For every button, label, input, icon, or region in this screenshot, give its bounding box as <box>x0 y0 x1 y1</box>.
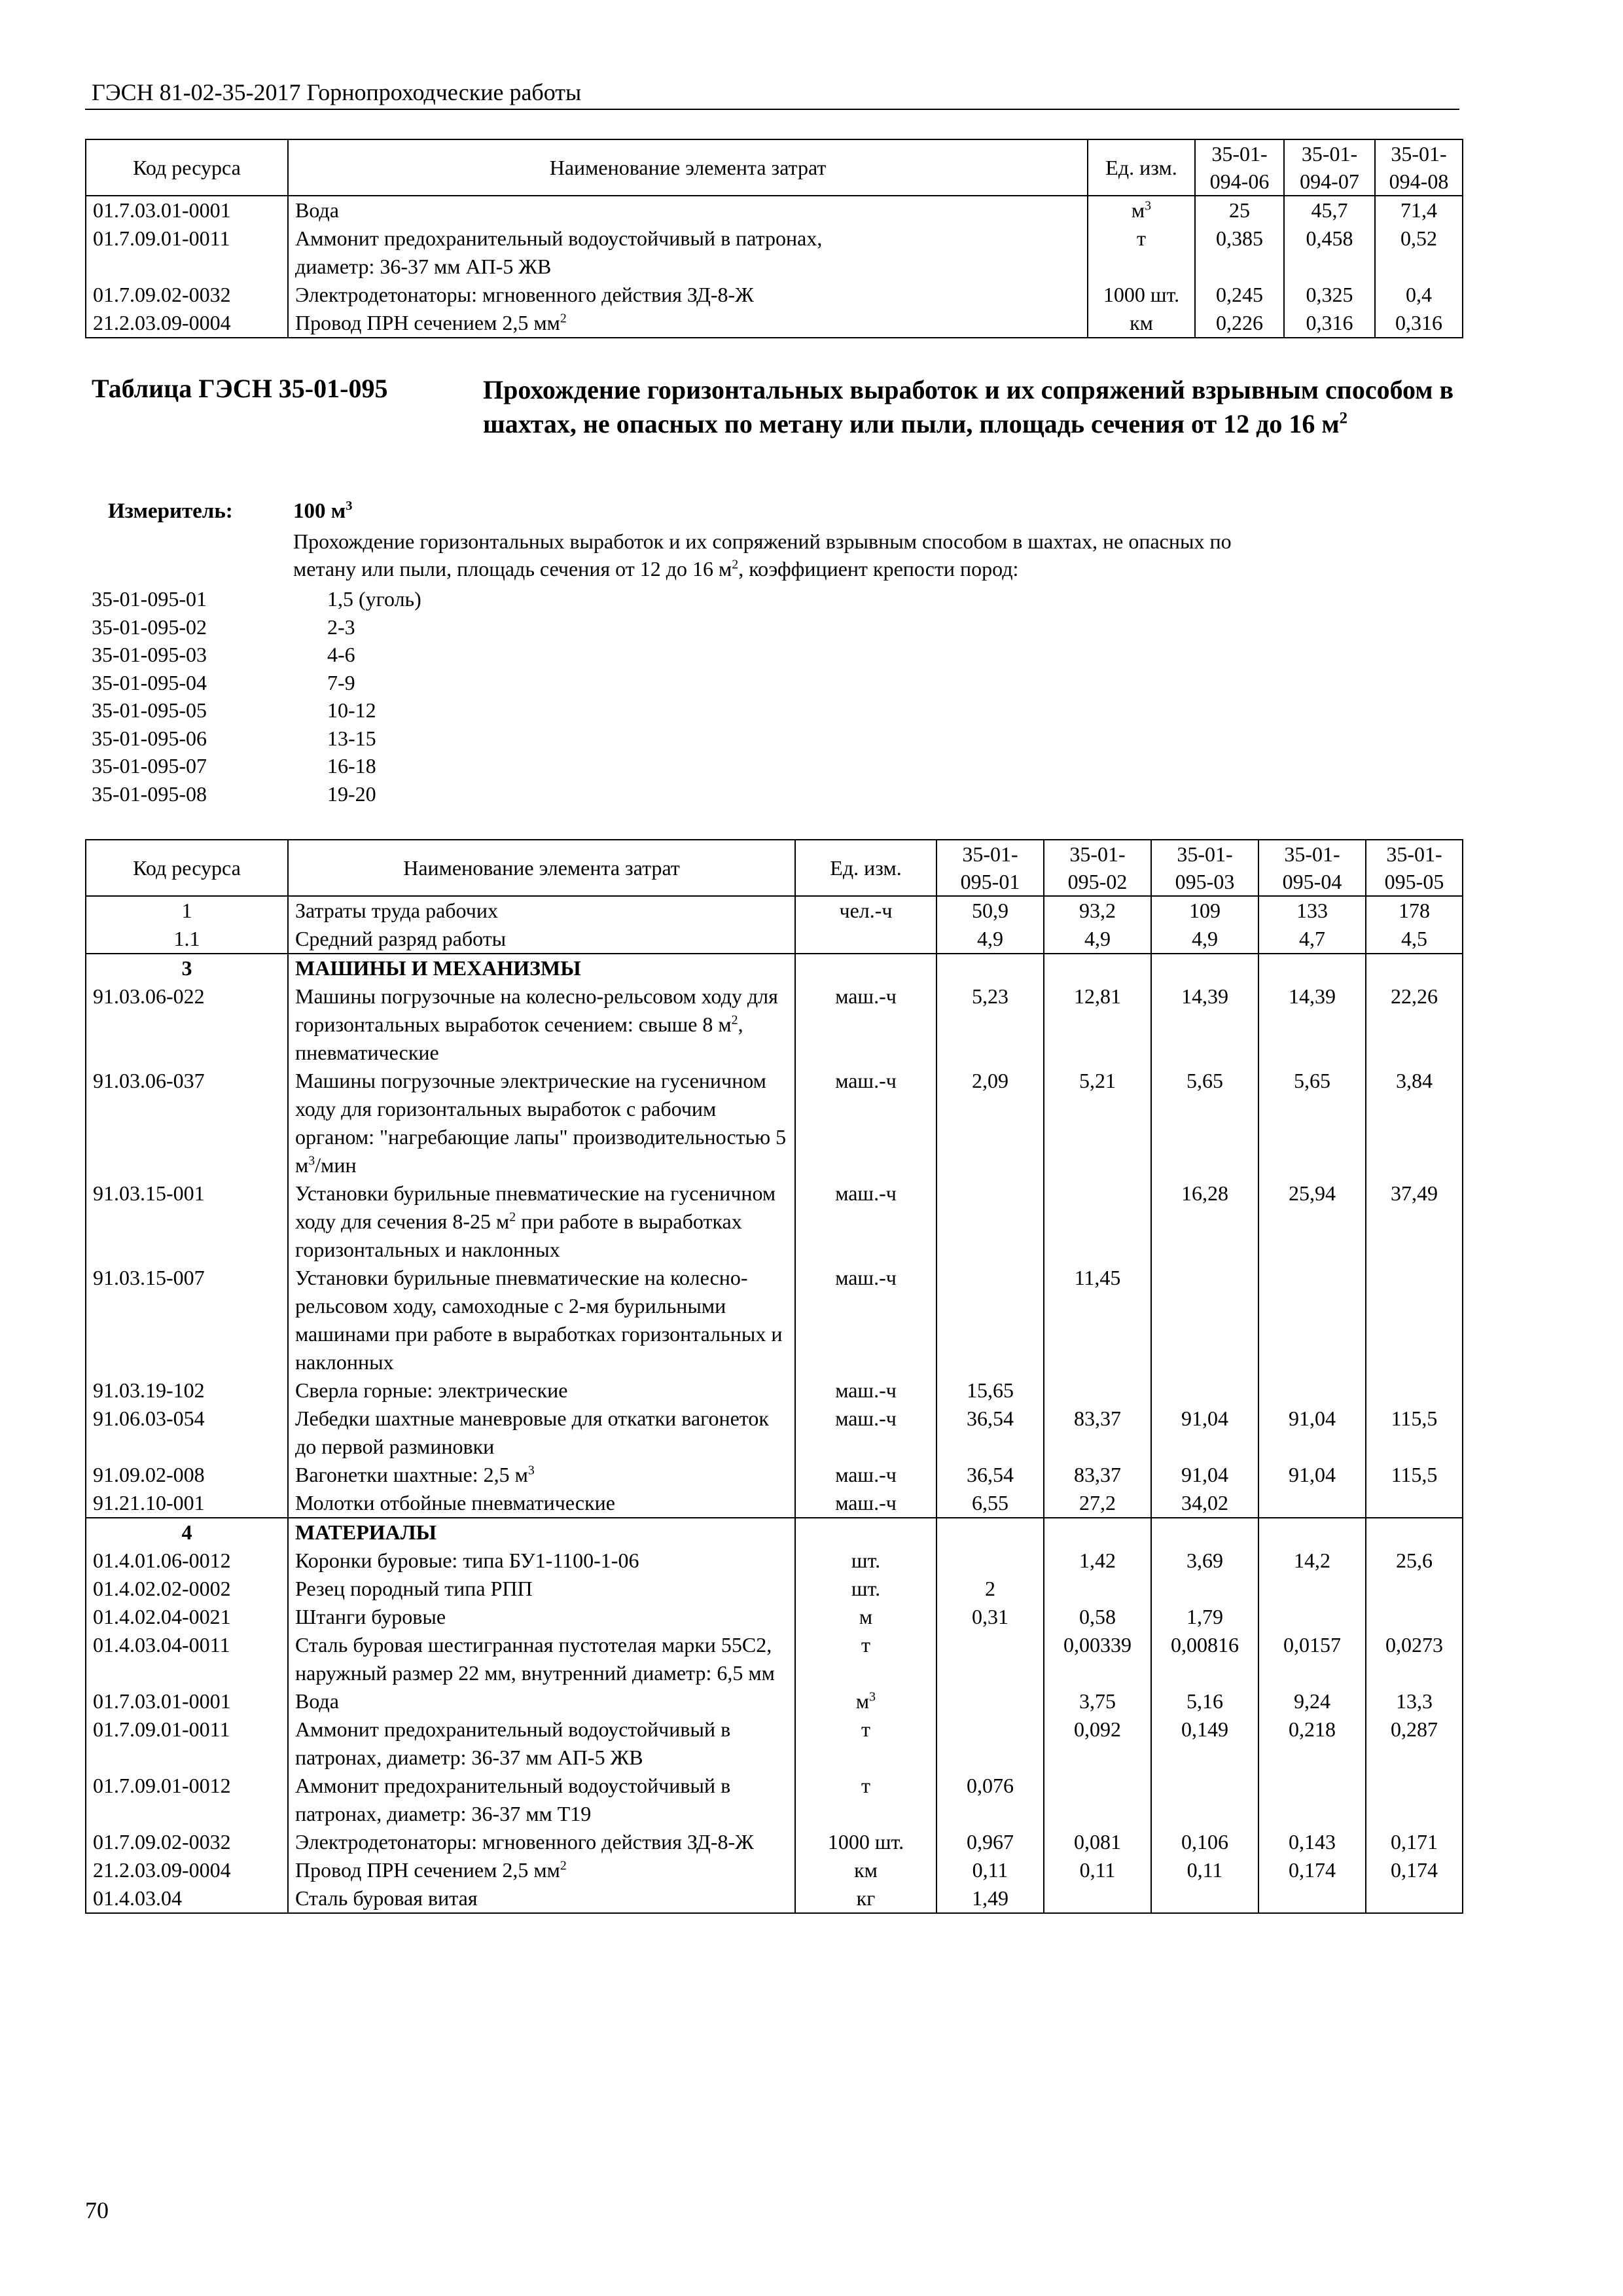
col-header-094-07: 35-01- 094-07 <box>1284 139 1375 196</box>
cell-unit: 1000 шт. <box>1088 281 1195 309</box>
table-row <box>86 982 1463 1067</box>
cell-value: 27,2 <box>1044 1489 1151 1518</box>
cell-name: Молотки отбойные пневматические <box>288 1489 795 1518</box>
col-header-name: Наименование элемента затрат <box>288 139 1088 196</box>
cell-code: 01.7.09.01-0011 <box>86 1715 288 1772</box>
cell-value: 0,149 <box>1151 1715 1258 1772</box>
cell-value <box>1258 1575 1366 1603</box>
col-header-unit: Ед. изм. <box>1088 139 1195 196</box>
cell-unit: т <box>795 1715 936 1772</box>
cell-value: 0,245 <box>1195 281 1284 309</box>
cell-value <box>1151 1575 1258 1603</box>
cell-unit: т <box>795 1772 936 1828</box>
cell-value <box>936 1179 1044 1264</box>
cell-value <box>1366 1264 1463 1376</box>
cell-unit: $м^3$ <box>795 1687 936 1715</box>
cell-value <box>936 1264 1044 1376</box>
cell-code: 01.7.09.02-0032 <box>86 1828 288 1856</box>
cell-unit: т <box>1088 224 1195 281</box>
cell-code: 21.2.03.09-0004 <box>86 1856 288 1884</box>
cell-name: Установки бурильные пневматические на гусеничном ходу для сечения 8-25 $м^2$ при работе в выработках горизонтальных и наклонных <box>288 1179 795 1264</box>
col-header-name: Наименование элемента затрат <box>288 840 795 896</box>
cell-value: 12,81 <box>1044 982 1151 1067</box>
cell-value: 91,04 <box>1258 1461 1366 1489</box>
resource-table-094 <box>85 139 1463 338</box>
cell-name: Машины погрузочные на колесно-рельсовом ходу для горизонтальных выработок сечением: свыше 8 $м^2$, пневматические <box>288 982 795 1067</box>
table-row <box>86 1179 1463 1264</box>
section-row-materials <box>86 1518 1463 1547</box>
norm-value: 19-20 <box>327 781 376 806</box>
cell-value: 9,24 <box>1258 1687 1366 1715</box>
cell-value: 16,28 <box>1151 1179 1258 1264</box>
cell-code: 91.06.03-054 <box>86 1405 288 1461</box>
resource-table-095 <box>85 839 1463 1914</box>
cell-value: 11,45 <box>1044 1264 1151 1376</box>
cell-name: МАШИНЫ И МЕХАНИЗМЫ <box>288 954 795 982</box>
cell-value <box>1044 1179 1151 1264</box>
table-row <box>86 309 1463 338</box>
cell-value <box>1258 1884 1366 1913</box>
cell-name: Машины погрузочные электрические на гусеничном ходу для горизонтальных выработок с рабочим органом: "нагребающие лапы" производительностью 5 $м^3$/мин <box>288 1067 795 1179</box>
cell-value: 115,5 <box>1366 1405 1463 1461</box>
norm-code: 35-01-095-04 <box>92 670 207 694</box>
cell-value: 91,04 <box>1151 1405 1258 1461</box>
cell-value <box>1044 1884 1151 1913</box>
cell-name: Штанги буровые <box>288 1603 795 1631</box>
cell-code: 91.03.06-037 <box>86 1067 288 1179</box>
cell-value: 2 <box>936 1575 1044 1603</box>
table-row <box>86 1067 1463 1179</box>
cell-unit: маш.-ч <box>795 1461 936 1489</box>
cell-unit: маш.-ч <box>795 1067 936 1179</box>
cell-value: 91,04 <box>1151 1461 1258 1489</box>
cell-value: 0,11 <box>1151 1856 1258 1884</box>
cell-name: Средний разряд работы <box>288 925 795 954</box>
cell-code: 01.7.09.01-0012 <box>86 1772 288 1828</box>
cell-value: 25,94 <box>1258 1179 1366 1264</box>
cell-value <box>1044 1575 1151 1603</box>
cell-value: 4,5 <box>1366 925 1463 954</box>
cell-code: 01.4.03.04 <box>86 1884 288 1913</box>
cell-value: 0,076 <box>936 1772 1044 1828</box>
cell-code: 01.4.02.02-0002 <box>86 1575 288 1603</box>
norm-value: 7-9 <box>327 670 355 694</box>
cell-unit: $м^3$ <box>1088 196 1195 224</box>
cell-unit: маш.-ч <box>795 1179 936 1264</box>
cell-value <box>1366 1518 1463 1547</box>
cell-name: Сверла горные: электрические <box>288 1376 795 1405</box>
col-header-094-08: 35-01- 094-08 <box>1375 139 1463 196</box>
table-row <box>86 1575 1463 1603</box>
cell-value: 1,42 <box>1044 1547 1151 1575</box>
norm-value: 10-12 <box>327 698 376 722</box>
cell-value <box>1258 1603 1366 1631</box>
cell-value: 0,287 <box>1366 1715 1463 1772</box>
cell-value: 5,65 <box>1151 1067 1258 1179</box>
cell-unit: км <box>795 1856 936 1884</box>
table-row <box>86 1603 1463 1631</box>
cell-code: 01.7.03.01-0001 <box>86 1687 288 1715</box>
cell-name: Сталь буровая витая <box>288 1884 795 1913</box>
cell-unit: маш.-ч <box>795 1405 936 1461</box>
table-caption-title: Прохождение горизонтальных выработок и их сопряжений взрывным способом в шахтах, не опасных по метану или пыли, площадь сечения от 12 до 16 $м^2$ <box>483 375 1454 439</box>
cell-value: 93,2 <box>1044 896 1151 925</box>
col-header-unit: Ед. изм. <box>795 840 936 896</box>
col-header-094-06: 35-01- 094-06 <box>1195 139 1284 196</box>
measure-description: Прохождение горизонтальных выработок и их сопряжений взрывным способом в шахтах, не опасных по метану или пыли, площадь сечения от 12 до 16 $м^2$, коэффициент крепости пород: <box>293 529 1232 581</box>
cell-unit: 1000 шт. <box>795 1828 936 1856</box>
cell-code: 91.03.19-102 <box>86 1376 288 1405</box>
table-row <box>86 224 1463 281</box>
cell-value <box>1151 1772 1258 1828</box>
cell-value: 83,37 <box>1044 1461 1151 1489</box>
cell-code: 01.4.02.04-0021 <box>86 1603 288 1631</box>
cell-value: 5,23 <box>936 982 1044 1067</box>
table-row <box>86 1405 1463 1461</box>
cell-unit: маш.-ч <box>795 1376 936 1405</box>
cell-value: 109 <box>1151 896 1258 925</box>
cell-value <box>1366 954 1463 982</box>
norm-value: 13-15 <box>327 726 376 750</box>
cell-value: 4,9 <box>1044 925 1151 954</box>
cell-value: 3,75 <box>1044 1687 1151 1715</box>
cell-unit <box>795 925 936 954</box>
cell-unit: маш.-ч <box>795 1264 936 1376</box>
cell-value: 25 <box>1195 196 1284 224</box>
cell-value <box>936 1518 1044 1547</box>
cell-value <box>1258 954 1366 982</box>
cell-value <box>1044 1518 1151 1547</box>
cell-value: 34,02 <box>1151 1489 1258 1518</box>
table-row <box>86 1461 1463 1489</box>
cell-value <box>1366 1489 1463 1518</box>
col-header-095-05: 35-01- 095-05 <box>1366 840 1463 896</box>
cell-value <box>1258 1376 1366 1405</box>
cell-value: 14,39 <box>1258 982 1366 1067</box>
cell-name: Провод ПРН сечением 2,5 $мм^2$ <box>288 309 1088 338</box>
cell-code: 91.09.02-008 <box>86 1461 288 1489</box>
norm-code: 35-01-095-01 <box>92 587 207 611</box>
cell-code: 01.7.09.02-0032 <box>86 281 288 309</box>
norm-code: 35-01-095-07 <box>92 754 207 778</box>
cell-value: 15,65 <box>936 1376 1044 1405</box>
cell-name: Вода <box>288 1687 795 1715</box>
page-header-title: ГЭСН 81-02-35-2017 Горнопроходческие работы <box>92 79 582 105</box>
cell-name: Вода <box>288 196 1088 224</box>
cell-value: 0,081 <box>1044 1828 1151 1856</box>
cell-unit: чел.-ч <box>795 896 936 925</box>
norm-code-list <box>92 585 207 808</box>
cell-name: Аммонит предохранительный водоустойчивый в патронах, диаметр: 36-37 мм Т19 <box>288 1772 795 1828</box>
cell-unit: шт. <box>795 1547 936 1575</box>
table-header-row <box>86 139 1463 196</box>
cell-value: 0,967 <box>936 1828 1044 1856</box>
cell-value: 133 <box>1258 896 1366 925</box>
cell-value <box>1151 1264 1258 1376</box>
cell-code: 01.7.03.01-0001 <box>86 196 288 224</box>
cell-value: 3,84 <box>1366 1067 1463 1179</box>
norm-code: 35-01-095-05 <box>92 698 207 722</box>
cell-code: 3 <box>86 954 288 982</box>
page-number: 70 <box>85 2197 109 2223</box>
cell-value <box>1151 954 1258 982</box>
cell-unit: маш.-ч <box>795 982 936 1067</box>
cell-value: 0,092 <box>1044 1715 1151 1772</box>
cell-name: Электродетонаторы: мгновенного действия ЗД-8-Ж <box>288 281 1088 309</box>
norm-code: 35-01-095-03 <box>92 643 207 666</box>
cell-value: 0,316 <box>1284 309 1375 338</box>
table-row <box>86 281 1463 309</box>
cell-value: 0,218 <box>1258 1715 1366 1772</box>
cell-value <box>936 1715 1044 1772</box>
cell-value: 115,5 <box>1366 1461 1463 1489</box>
cell-value: 36,54 <box>936 1405 1044 1461</box>
norm-value: 4-6 <box>327 643 355 666</box>
cell-value: 5,16 <box>1151 1687 1258 1715</box>
cell-value: 0,106 <box>1151 1828 1258 1856</box>
cell-value: 178 <box>1366 896 1463 925</box>
cell-value: 0,143 <box>1258 1828 1366 1856</box>
cell-value: 0,0157 <box>1258 1631 1366 1687</box>
table-row <box>86 1687 1463 1715</box>
cell-value: 36,54 <box>936 1461 1044 1489</box>
cell-value <box>1151 1884 1258 1913</box>
cell-name: Аммонит предохранительный водоустойчивый в патронах, диаметр: 36-37 мм АП-5 ЖВ <box>288 1715 795 1772</box>
norm-code: 35-01-095-08 <box>92 781 207 806</box>
cell-value: 5,21 <box>1044 1067 1151 1179</box>
cell-name: Резец породный типа РПП <box>288 1575 795 1603</box>
cell-value: 0,31 <box>936 1603 1044 1631</box>
cell-value <box>1151 1518 1258 1547</box>
cell-value: 45,7 <box>1284 196 1375 224</box>
norm-code: 35-01-095-02 <box>92 615 207 639</box>
table-row-labor <box>86 896 1463 925</box>
norm-value: 2-3 <box>327 615 355 639</box>
cell-value: 71,4 <box>1375 196 1463 224</box>
table-header-row <box>86 840 1463 896</box>
cell-value: 0,171 <box>1366 1828 1463 1856</box>
cell-value <box>1366 1376 1463 1405</box>
cell-value: 4,9 <box>936 925 1044 954</box>
cell-code: 91.03.15-001 <box>86 1179 288 1264</box>
cell-value: 3,69 <box>1151 1547 1258 1575</box>
cell-code: 91.03.06-022 <box>86 982 288 1067</box>
cell-value: 91,04 <box>1258 1405 1366 1461</box>
cell-code: 01.7.09.01-0011 <box>86 224 288 281</box>
cell-value: 0,11 <box>1044 1856 1151 1884</box>
cell-value <box>936 954 1044 982</box>
cell-value <box>1366 1575 1463 1603</box>
cell-unit <box>795 1518 936 1547</box>
table-row-grade <box>86 925 1463 954</box>
table-row <box>86 1715 1463 1772</box>
cell-value <box>936 1687 1044 1715</box>
cell-code: 21.2.03.09-0004 <box>86 309 288 338</box>
cell-value <box>1366 1884 1463 1913</box>
cell-value: 83,37 <box>1044 1405 1151 1461</box>
cell-value: 37,49 <box>1366 1179 1463 1264</box>
cell-value <box>1366 1603 1463 1631</box>
cell-name: Провод ПРН сечением 2,5 $мм^2$ <box>288 1856 795 1884</box>
header-divider <box>85 109 1459 110</box>
cell-value: 0,58 <box>1044 1603 1151 1631</box>
cell-value: 1,79 <box>1151 1603 1258 1631</box>
section-row-machines <box>86 954 1463 982</box>
cell-value <box>1258 1264 1366 1376</box>
cell-value <box>936 1631 1044 1687</box>
cell-code: 01.4.01.06-0012 <box>86 1547 288 1575</box>
cell-value: 0,325 <box>1284 281 1375 309</box>
cell-value <box>1258 1518 1366 1547</box>
cell-value: 2,09 <box>936 1067 1044 1179</box>
cell-value: 1,49 <box>936 1884 1044 1913</box>
cell-name: Электродетонаторы: мгновенного действия ЗД-8-Ж <box>288 1828 795 1856</box>
cell-name: Аммонит предохранительный водоустойчивый в патронах, диаметр: 36-37 мм АП-5 ЖВ <box>288 224 1088 281</box>
cell-value: 50,9 <box>936 896 1044 925</box>
cell-code: 1.1 <box>86 925 288 954</box>
cell-code: 01.4.03.04-0011 <box>86 1631 288 1687</box>
table-row <box>86 1631 1463 1687</box>
cell-value: 0,316 <box>1375 309 1463 338</box>
col-header-095-01: 35-01- 095-01 <box>936 840 1044 896</box>
cell-value <box>1366 1772 1463 1828</box>
norm-value: 1,5 (уголь) <box>327 587 421 611</box>
cell-name: Сталь буровая шестигранная пустотелая марки 55С2, наружный размер 22 мм, внутренний диаметр: 6,5 мм <box>288 1631 795 1687</box>
cell-value: 0,11 <box>936 1856 1044 1884</box>
measure-unit: 100 $м^3$ <box>293 499 353 523</box>
norm-code: 35-01-095-06 <box>92 726 207 750</box>
cell-value: 13,3 <box>1366 1687 1463 1715</box>
cell-value: 4,7 <box>1258 925 1366 954</box>
table-row <box>86 1856 1463 1884</box>
cell-value: 0,00816 <box>1151 1631 1258 1687</box>
cell-value: 0,174 <box>1258 1856 1366 1884</box>
table-row <box>86 1376 1463 1405</box>
cell-unit: кг <box>795 1884 936 1913</box>
cell-value: 0,4 <box>1375 281 1463 309</box>
cell-name: Затраты труда рабочих <box>288 896 795 925</box>
norm-value-list <box>327 585 421 808</box>
cell-code: 91.03.15-007 <box>86 1264 288 1376</box>
table-row <box>86 1489 1463 1518</box>
cell-value: 6,55 <box>936 1489 1044 1518</box>
cell-unit: км <box>1088 309 1195 338</box>
cell-value: 0,00339 <box>1044 1631 1151 1687</box>
col-header-095-02: 35-01- 095-02 <box>1044 840 1151 896</box>
measure-label: Измеритель: <box>108 499 233 523</box>
cell-value: 0,385 <box>1195 224 1284 281</box>
cell-code: 91.21.10-001 <box>86 1489 288 1518</box>
cell-value <box>936 1547 1044 1575</box>
cell-value: 5,65 <box>1258 1067 1366 1179</box>
cell-value: 25,6 <box>1366 1547 1463 1575</box>
cell-value <box>1151 1376 1258 1405</box>
cell-name: Лебедки шахтные маневровые для откатки вагонеток до первой разминовки <box>288 1405 795 1461</box>
cell-value <box>1044 1376 1151 1405</box>
cell-value: 14,39 <box>1151 982 1258 1067</box>
cell-unit: шт. <box>795 1575 936 1603</box>
col-header-code: Код ресурса <box>86 139 288 196</box>
table-caption-number: Таблица ГЭСН 35-01-095 <box>92 374 388 403</box>
col-header-code: Код ресурса <box>86 840 288 896</box>
table-row <box>86 1772 1463 1828</box>
cell-unit: м <box>795 1603 936 1631</box>
cell-code: 1 <box>86 896 288 925</box>
cell-name: Установки бурильные пневматические на колесно-рельсовом ходу, самоходные с 2-мя бурильными машинами при работе в выработках горизонтальных и наклонных <box>288 1264 795 1376</box>
table-row <box>86 1828 1463 1856</box>
cell-unit <box>795 954 936 982</box>
cell-value: 0,52 <box>1375 224 1463 281</box>
cell-value: 4,9 <box>1151 925 1258 954</box>
cell-value: 0,174 <box>1366 1856 1463 1884</box>
cell-code: 4 <box>86 1518 288 1547</box>
table-row <box>86 196 1463 224</box>
cell-value <box>1258 1489 1366 1518</box>
cell-name: Вагонетки шахтные: 2,5 $м^3$ <box>288 1461 795 1489</box>
cell-value <box>1258 1772 1366 1828</box>
cell-name: МАТЕРИАЛЫ <box>288 1518 795 1547</box>
table-row <box>86 1264 1463 1376</box>
cell-value: 0,458 <box>1284 224 1375 281</box>
norm-value: 16-18 <box>327 754 376 778</box>
cell-unit: т <box>795 1631 936 1687</box>
cell-value: 0,0273 <box>1366 1631 1463 1687</box>
cell-value: 14,2 <box>1258 1547 1366 1575</box>
col-header-095-03: 35-01- 095-03 <box>1151 840 1258 896</box>
cell-value <box>1044 954 1151 982</box>
table-row <box>86 1884 1463 1913</box>
cell-value: 0,226 <box>1195 309 1284 338</box>
cell-value <box>1044 1772 1151 1828</box>
cell-unit: маш.-ч <box>795 1489 936 1518</box>
cell-name: Коронки буровые: типа БУ1-1100-1-06 <box>288 1547 795 1575</box>
cell-value: 22,26 <box>1366 982 1463 1067</box>
table-row <box>86 1547 1463 1575</box>
col-header-095-04: 35-01- 095-04 <box>1258 840 1366 896</box>
